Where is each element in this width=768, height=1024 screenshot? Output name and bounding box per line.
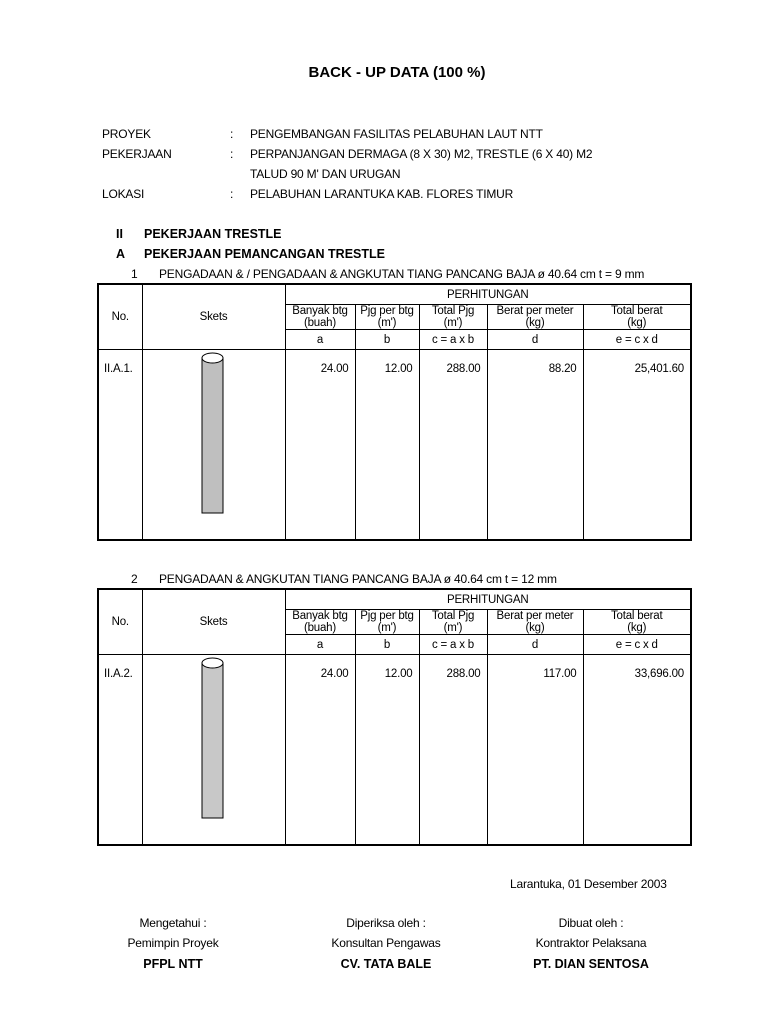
place-date: Larantuka, 01 Desember 2003 [510,877,667,891]
calculation-table-1 [97,283,692,541]
header-total-pjg [419,305,487,330]
header-pjg-per-btg [355,305,419,330]
signature-org: PFPL NTT [143,957,203,971]
header-unit: (kg) [525,317,545,329]
info-colon: : [230,127,234,141]
value-d: 88.20 [487,350,583,541]
header-banyak-btg [285,610,355,635]
steel-pile-icon [143,655,285,831]
header-line1: Total Pjg [431,305,475,317]
table-row [98,350,691,541]
formula-b: b [355,635,419,655]
item-code: II.A.2. [98,655,142,846]
header-total-berat [583,305,691,330]
header-unit: (m') [443,622,463,634]
header-unit: (buah) [303,317,337,329]
info-label-pekerjaan: PEKERJAAN [102,147,172,161]
table-row [98,655,691,846]
header-unit: (m') [377,622,397,634]
item-code: II.A.1. [98,350,142,541]
header-line1: Pjg per btg [360,610,414,622]
header-unit: (kg) [525,622,545,634]
header-perhitungan: PERHITUNGAN [285,284,691,305]
header-berat-per-meter [487,305,583,330]
formula-c: c = a x b [419,330,487,350]
header-total-berat [583,610,691,635]
info-colon: : [230,187,234,201]
signature-org: PT. DIAN SENTOSA [533,957,649,971]
header-pjg-per-btg [355,610,419,635]
formula-e: e = c x d [583,635,691,655]
value-b: 12.00 [355,350,419,541]
header-berat-per-meter [487,610,583,635]
signature-role: Diperiksa oleh : [346,916,426,930]
pile-sketch [142,350,285,541]
value-e: 25,401.60 [583,350,691,541]
value-a: 24.00 [285,350,355,541]
header-line1: Banyak btg [292,610,348,622]
formula-a: a [285,330,355,350]
section-number: II [116,227,123,241]
header-line1: Berat per meter [496,610,574,622]
formula-d: d [487,635,583,655]
item-number: 2 [131,572,138,586]
header-line1: Pjg per btg [360,305,414,317]
info-value-lokasi: PELABUHAN LARANTUKA KAB. FLORES TIMUR [250,187,514,201]
signature-title: Konsultan Pengawas [331,936,441,950]
item-number: 1 [131,267,138,281]
document-title: BACK - UP DATA (100 %) [308,64,486,81]
header-line1: Total berat [611,610,663,622]
header-total-pjg [419,610,487,635]
subsection-number: A [116,247,126,261]
value-e: 33,696.00 [583,655,691,846]
info-value-pekerjaan: PERPANJANGAN DERMAGA (8 X 30) M2, TRESTLE (6 X 40) M2 [250,147,593,161]
signature-role: Dibuat oleh : [558,916,624,930]
signature-title: Pemimpin Proyek [127,936,219,950]
info-value-proyek: PENGEMBANGAN FASILITAS PELABUHAN LAUT NTT [250,127,543,141]
calculation-table-2 [97,588,692,846]
header-banyak-btg [285,305,355,330]
header-sketch: Skets [142,589,285,655]
info-colon: : [230,147,234,161]
header-unit: (buah) [303,622,337,634]
header-unit: (m') [377,317,397,329]
info-label-lokasi: LOKASI [102,187,145,201]
value-a: 24.00 [285,655,355,846]
signature-role: Mengetahui : [139,916,207,930]
pile-sketch [142,655,285,846]
header-no: No. [98,284,142,350]
value-b: 12.00 [355,655,419,846]
header-no: No. [98,589,142,655]
item-description: PENGADAAN & / PENGADAAN & ANGKUTAN TIANG PANCANG BAJA ø 40.64 cm t = 9 mm [159,267,645,281]
info-label-proyek: PROYEK [102,127,151,141]
signature-org: CV. TATA BALE [340,957,432,971]
section-title: PEKERJAAN TRESTLE [144,227,282,241]
formula-a: a [285,635,355,655]
header-line1: Banyak btg [292,305,348,317]
value-c: 288.00 [419,350,487,541]
header-sketch: Skets [142,284,285,350]
signature-title: Kontraktor Pelaksana [535,936,647,950]
header-line1: Berat per meter [496,305,574,317]
header-line1: Total berat [611,305,663,317]
formula-c: c = a x b [419,635,487,655]
info-value-pekerjaan-cont: TALUD 90 M' DAN URUGAN [250,167,401,181]
value-c: 288.00 [419,655,487,846]
item-description: PENGADAAN & ANGKUTAN TIANG PANCANG BAJA ø 40.64 cm t = 12 mm [159,572,557,586]
value-d: 117.00 [487,655,583,846]
header-unit: (m') [443,317,463,329]
header-unit: (kg) [627,317,647,329]
formula-d: d [487,330,583,350]
subsection-title: PEKERJAAN PEMANCANGAN TRESTLE [144,247,385,261]
header-perhitungan: PERHITUNGAN [285,589,691,610]
steel-pile-icon [143,350,285,526]
header-line1: Total Pjg [431,610,475,622]
formula-b: b [355,330,419,350]
header-unit: (kg) [627,622,647,634]
formula-e: e = c x d [583,330,691,350]
